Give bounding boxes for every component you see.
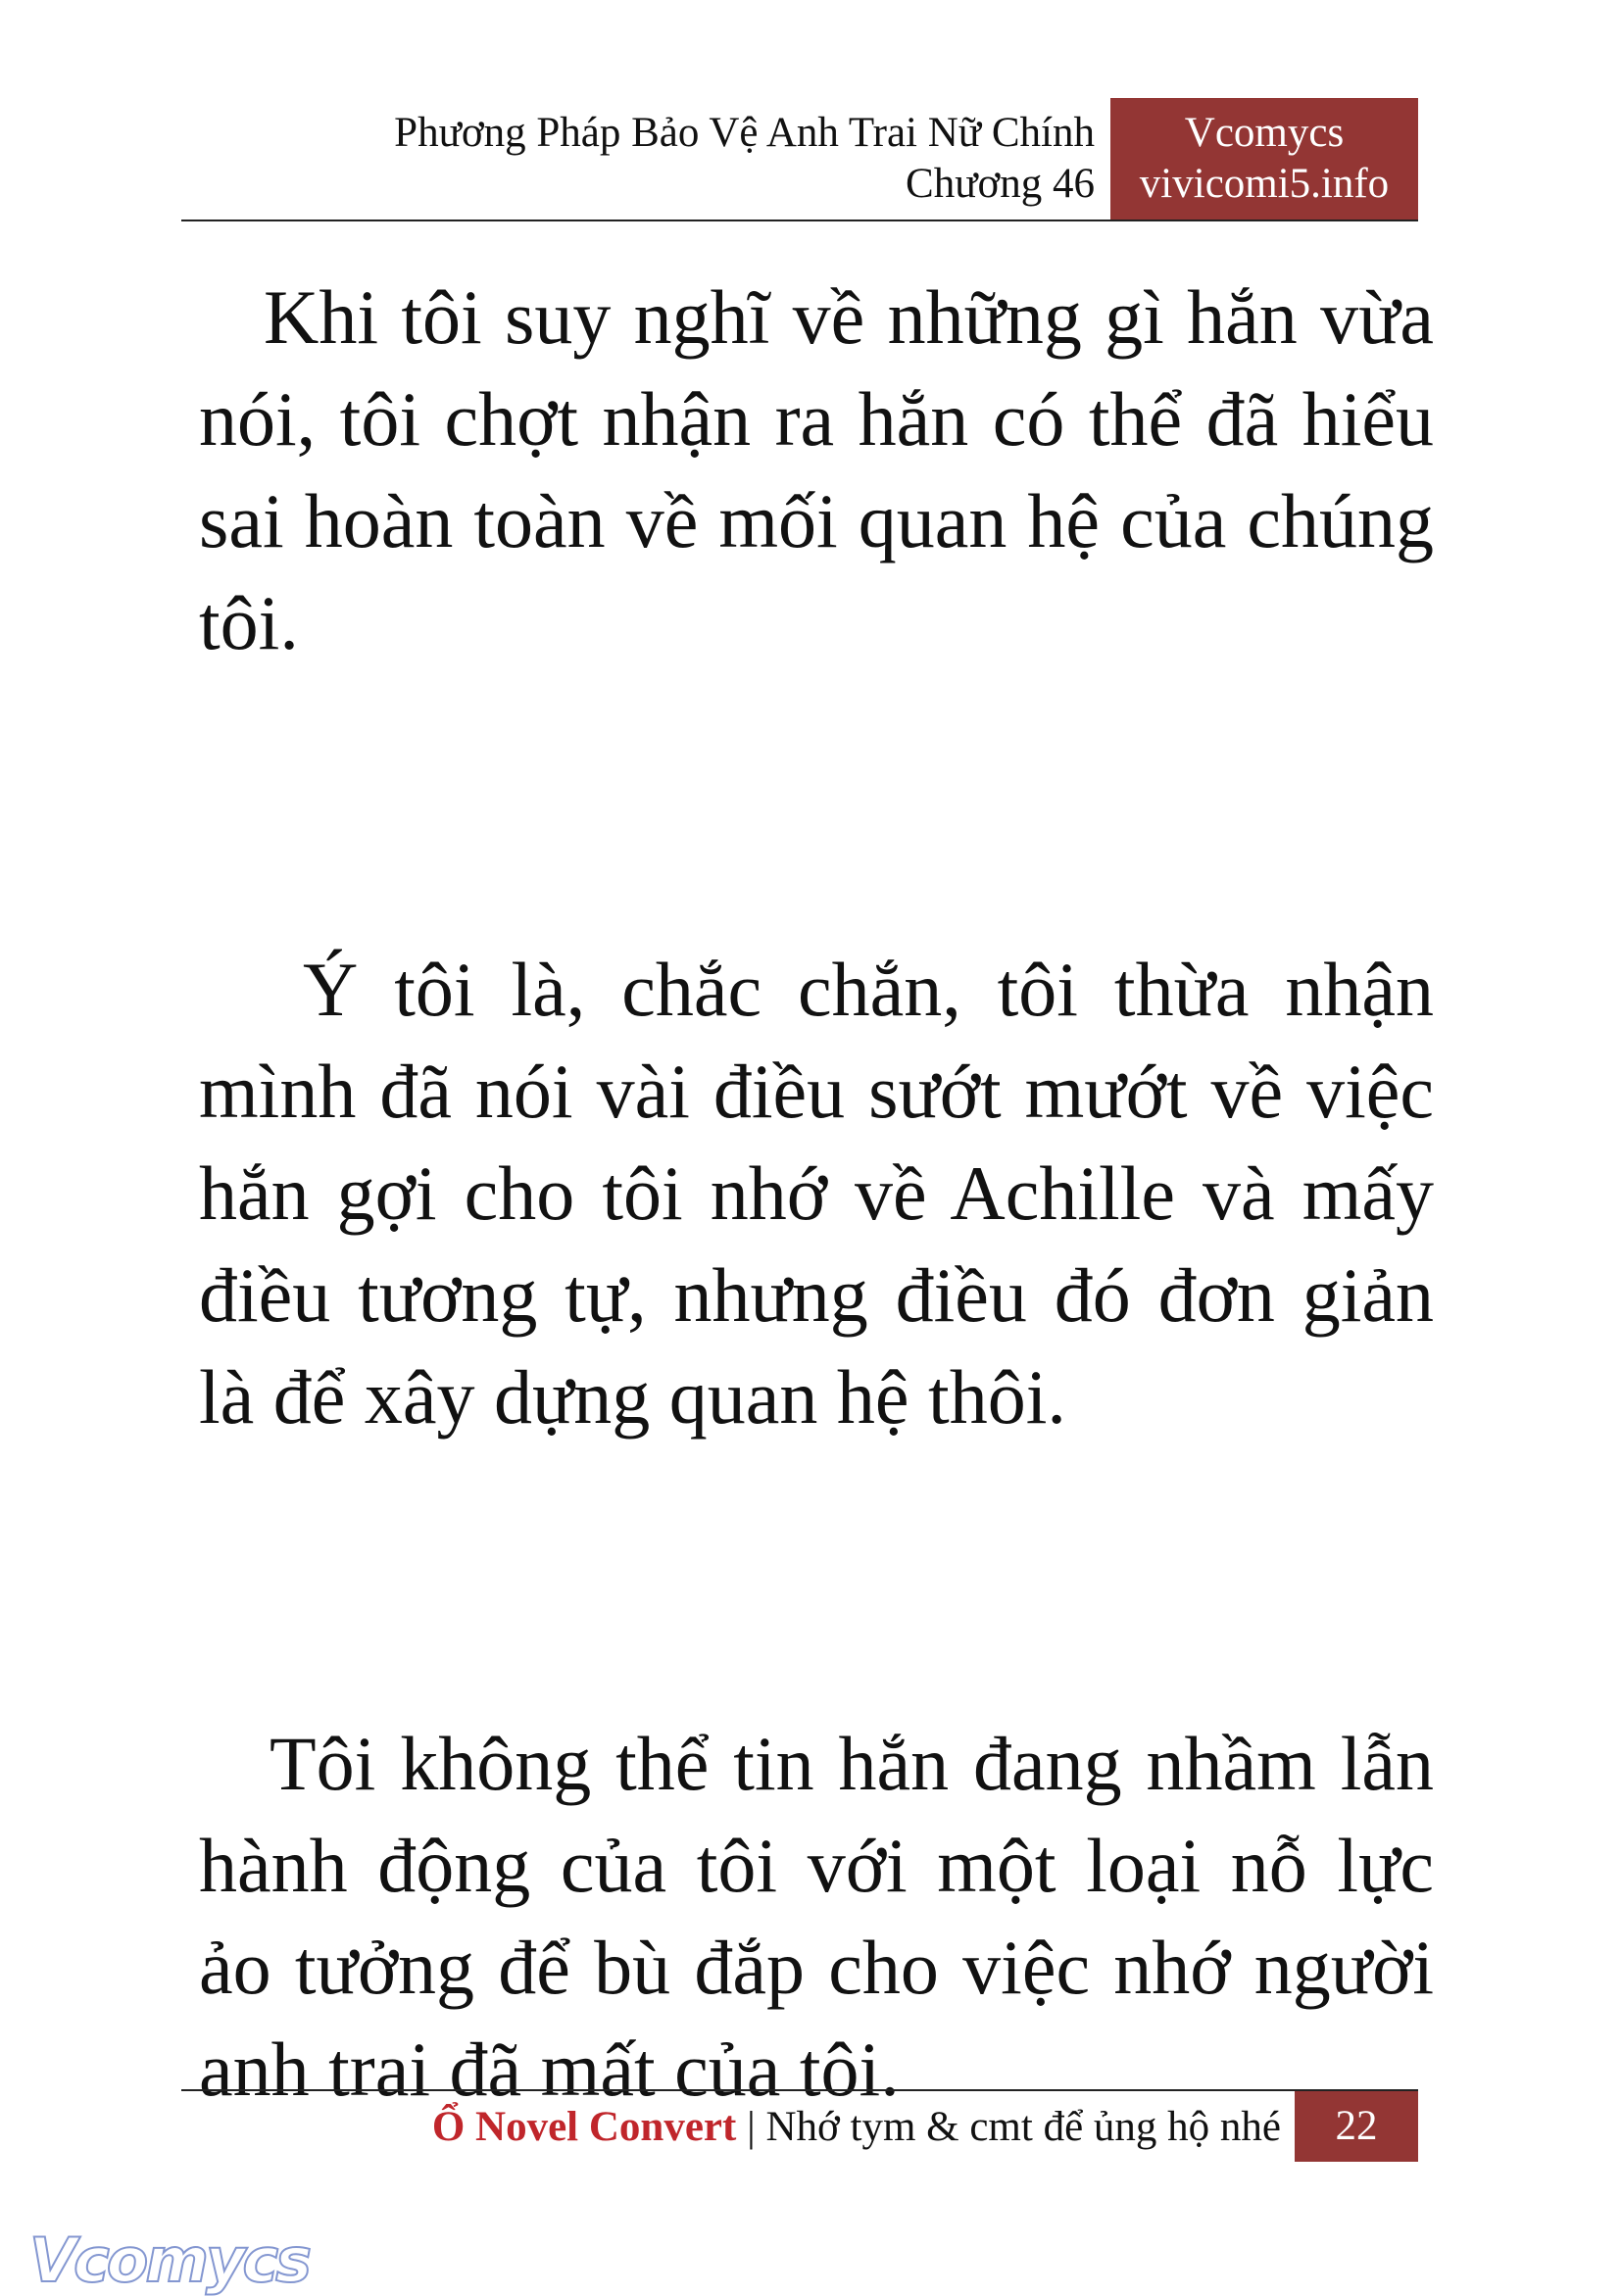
chapter-label: Chương 46 [906,161,1095,207]
footer-separator: | [736,2104,766,2150]
book-title: Phương Pháp Bảo Vệ Anh Trai Nữ Chính [394,110,1095,156]
header-title-block [394,108,1095,210]
paragraph-1: Khi tôi suy nghĩ về những gì hắn vừa nói, tôi chợt nhận ra hắn có thể đã hiểu sai hoàn toàn về mối quan hệ của chúng tôi. [199,274,1434,665]
site-badge-url: vivicomi5.info [1139,161,1390,207]
site-badge-name: Vcomycs [1184,110,1345,156]
page-header [181,98,1418,221]
footer-text [432,2099,1281,2156]
footer-slogan: Nhớ tym & cmt để ủng hộ nhé [765,2104,1281,2150]
paragraph-3: Tôi không thể tin hắn đang nhầm lẫn hành động của tôi với một loại nỗ lực ảo tưởng để bù đắp cho việc nhớ người anh trai đã mất của tôi. [199,1721,1434,2112]
paragraph-2: Ý tôi là, chắc chắn, tôi thừa nhận mình đã nói vài điều sướt mướt về việc hắn gợi cho tôi nhớ về Achille và mấy điều tương tự, nhưng điều đó đơn giản là để xây dựng quan hệ thôi. [199,947,1434,1440]
vcomycs-logo-watermark: Vcomycs [29,2224,310,2296]
page-body [199,267,1434,2121]
page-footer [181,2089,1418,2162]
page-number: 22 [1295,2091,1418,2162]
site-badge [1110,98,1418,220]
footer-brand: Ổ Novel Convert [431,2104,737,2150]
